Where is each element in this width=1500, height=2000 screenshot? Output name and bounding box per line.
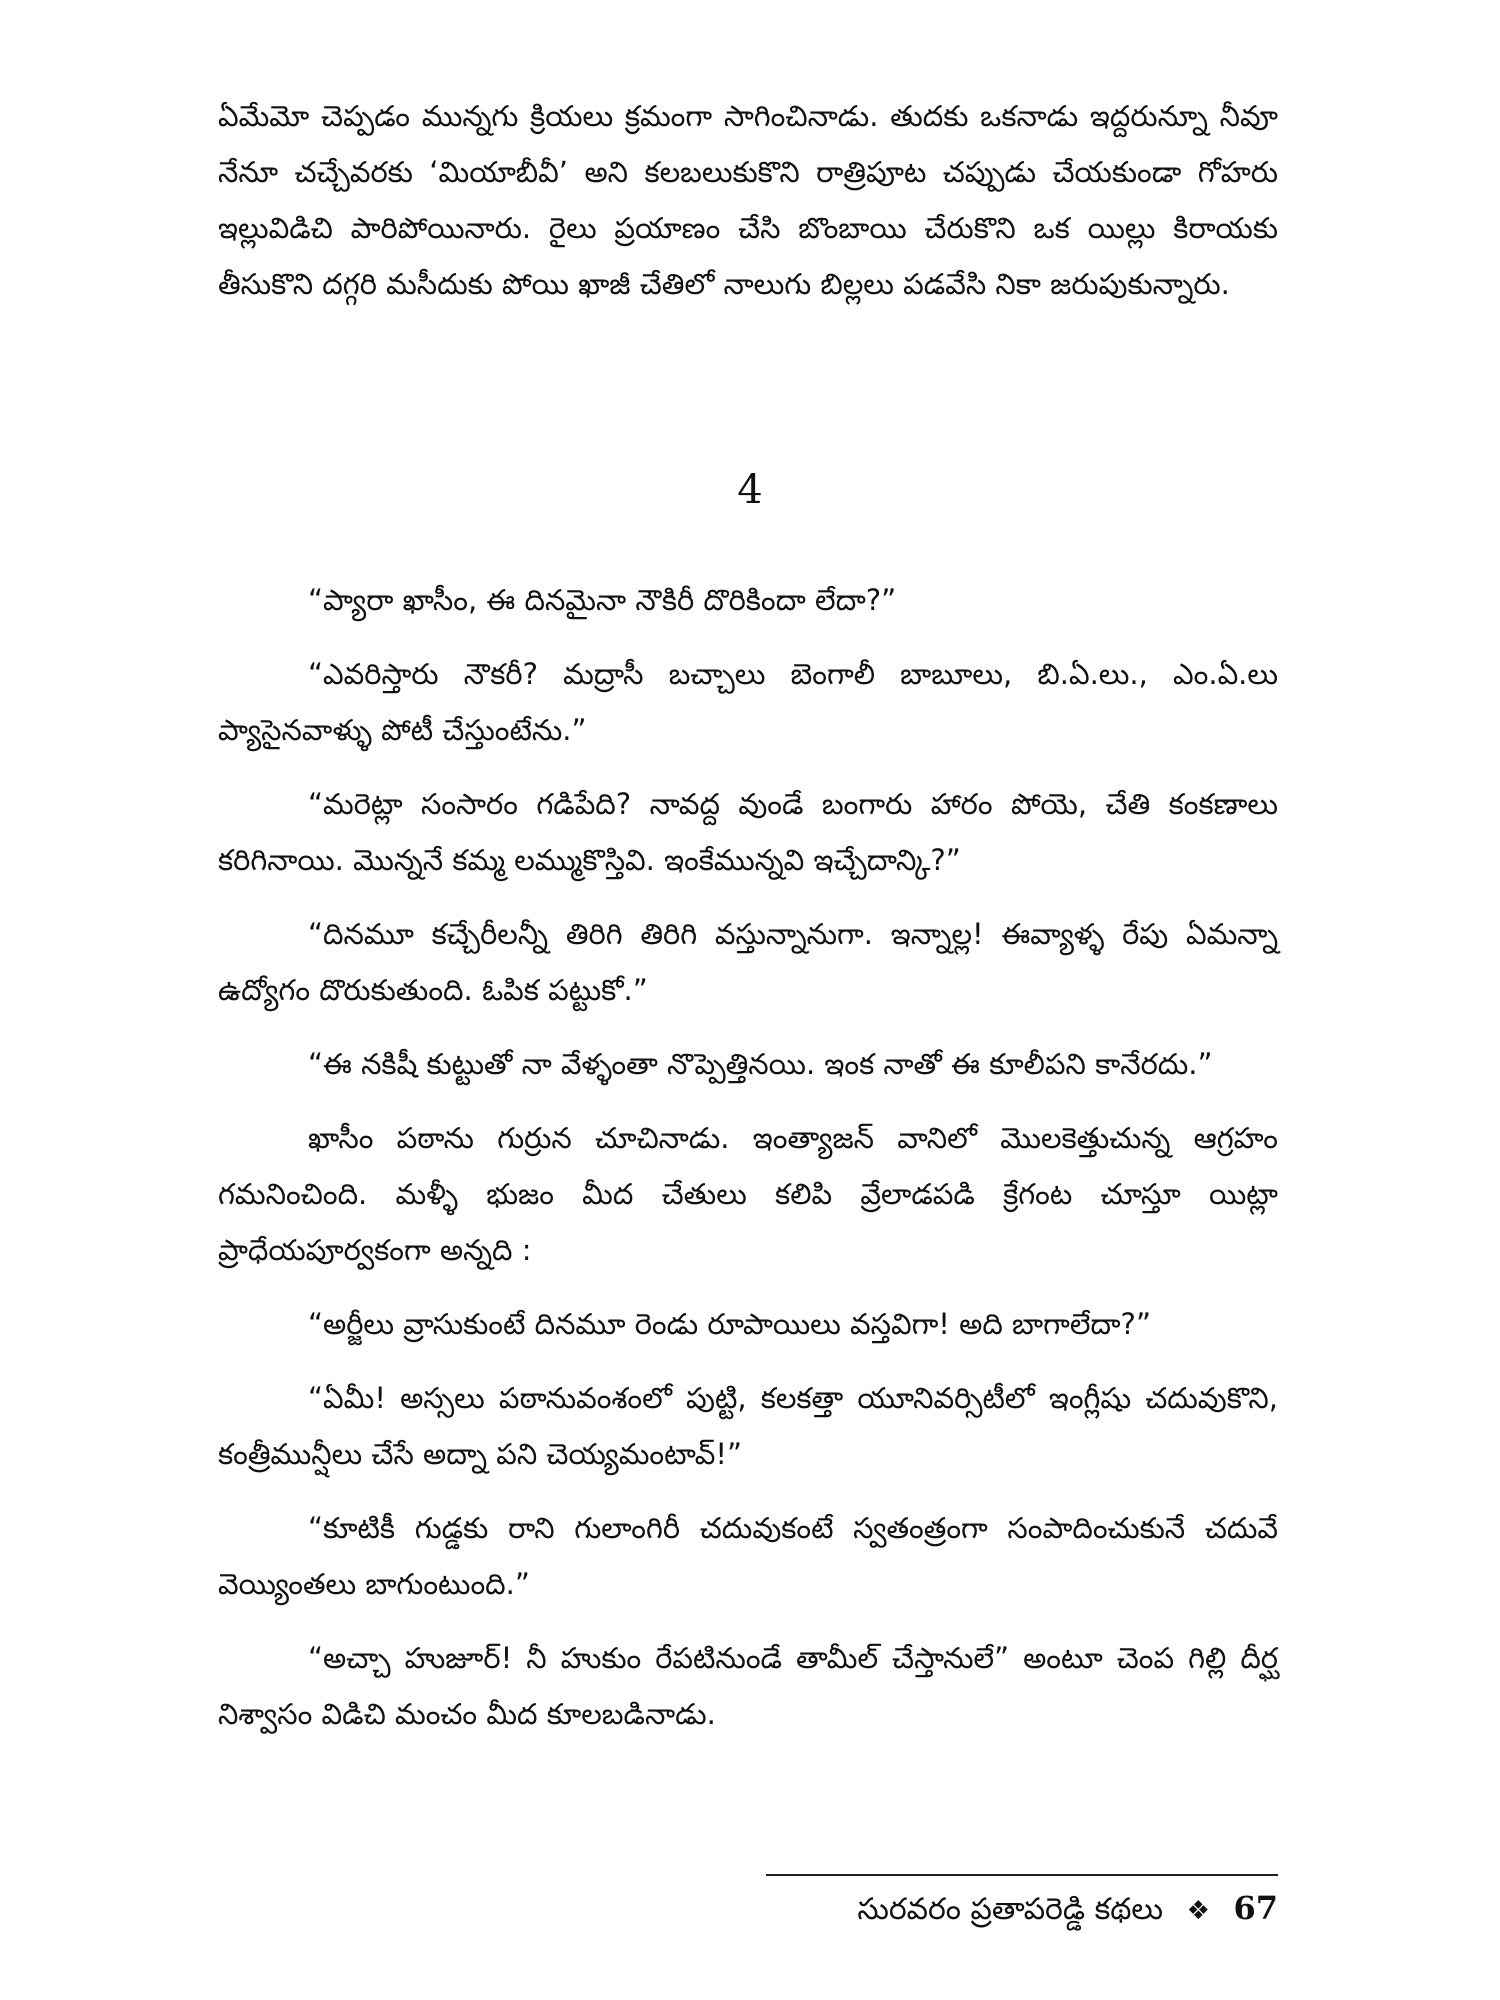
opening-paragraph: ఏమేమో చెప్పడం మున్నగు క్రియలు క్రమంగా సాగించినాడు. తుదకు ఒకనాడు ఇద్దరున్నూ నీవూ నేనూ చచ్చేవరకు ‘మియాబీవీ’ అని కలబలుకుకొని రాత్రిపూట చప్పుడు చేయకుండా గోహరు ఇల్లువిడిచి పారిపోయినారు. రైలు ప్రయాణం చేసి బొంబాయి చేరుకొని ఒక యిల్లు కిరాయకు తీసుకొని దగ్గరి మసీదుకు పోయి ఖాజీ చేతిలో నాలుగు బిల్లలు పడవేసి నికా జరుపుకున్నారు. — [218, 99, 1278, 301]
paragraph: “కూటికీ గుడ్డకు రాని గులాంగిరీ చదువుకంటే స్వతంత్రంగా సంపాదించుకునే చదువే వెయ్యింతలు బాగుంటుంది.” — [218, 1511, 1278, 1601]
paragraph: “అచ్చా హుజూర్! నీ హుకుం రేపటినుండే తామీల్ చేస్తానులే” అంటూ చెంప గిల్లి దీర్ఘ నిశ్వాసం విడిచి మంచం మీద కూలబడినాడు. — [218, 1641, 1278, 1731]
page-number: 67 — [1233, 1889, 1278, 1927]
paragraph: “ఎవరిస్తారు నౌకరీ? మద్రాసీ బచ్చాలు బెంగాలీ బాబూలు, బి.ఏ.లు., ఎం.ఏ.లు ప్యాసైనవాళ్ళు పోటీ చేస్తుంటేను.” — [218, 657, 1278, 747]
page-footer — [857, 1886, 1278, 1933]
paragraph: ఖాసీం పఠాను గుర్రున చూచినాడు. ఇంత్యాజన్ వానిలో మొలకెత్తుచున్న ఆగ్రహం గమనించింది. మళ్ళీ భుజం మీద చేతులు కలిపి వ్రేలాడపడి క్రేగంట చూస్తూ యిట్లా ప్రాధేయపూర్వకంగా అన్నది : — [218, 1121, 1278, 1267]
paragraph: “ప్యారా ఖాసీం, ఈ దినమైనా నౌకిరీ దొరికిందా లేదా?” — [308, 583, 897, 617]
footer-separator-icon: ❖ — [1186, 1896, 1210, 1926]
dialogue-block — [218, 572, 1278, 1742]
paragraph: “దినమూ కచ్చేరీలన్నీ తిరిగి తిరిగి వస్తున్నానుగా. ఇన్నాల్ల! ఈవ్యాళ్ళ రేపు ఏమన్నా ఉద్యోగం దొరుకుతుంది. ఓపిక పట్టుకో.” — [218, 917, 1278, 1007]
footer-rule — [766, 1874, 1278, 1876]
section-number: 4 — [737, 467, 763, 513]
opening-paragraph-block — [218, 88, 1278, 312]
paragraph: “అర్జీలు వ్రాసుకుంటే దినమూ రెండు రూపాయిలు వస్తవిగా! అది బాగాలేదా?” — [308, 1307, 1151, 1341]
paragraph: “ఏమీ! అస్సలు పఠానువంశంలో పుట్టి, కలకత్తా యూనివర్సిటీలో ఇంగ్లీషు చదువుకొని, కంత్రీమున్షీలు చేసే అద్నా పని చెయ్యమంటావ్!” — [218, 1381, 1278, 1471]
paragraph: “మరెట్లా సంసారం గడిపేది? నావద్ద వుండే బంగారు హారం పోయె, చేతి కంకణాలు కరిగినాయి. మొన్ననే కమ్మ లమ్ముకొస్తివి. ఇంకేమున్నవి ఇచ్చేదాన్కి?” — [218, 787, 1278, 877]
paragraph: “ఈ నకిషీ కుట్టుతో నా వేళ్ళంతా నొప్పెత్తినయి. ఇంక నాతో ఈ కూలీపని కానేరదు.” — [308, 1047, 1213, 1081]
footer-book-title: సురవరం ప్రతాపరెడ్డి కథలు — [857, 1892, 1164, 1927]
